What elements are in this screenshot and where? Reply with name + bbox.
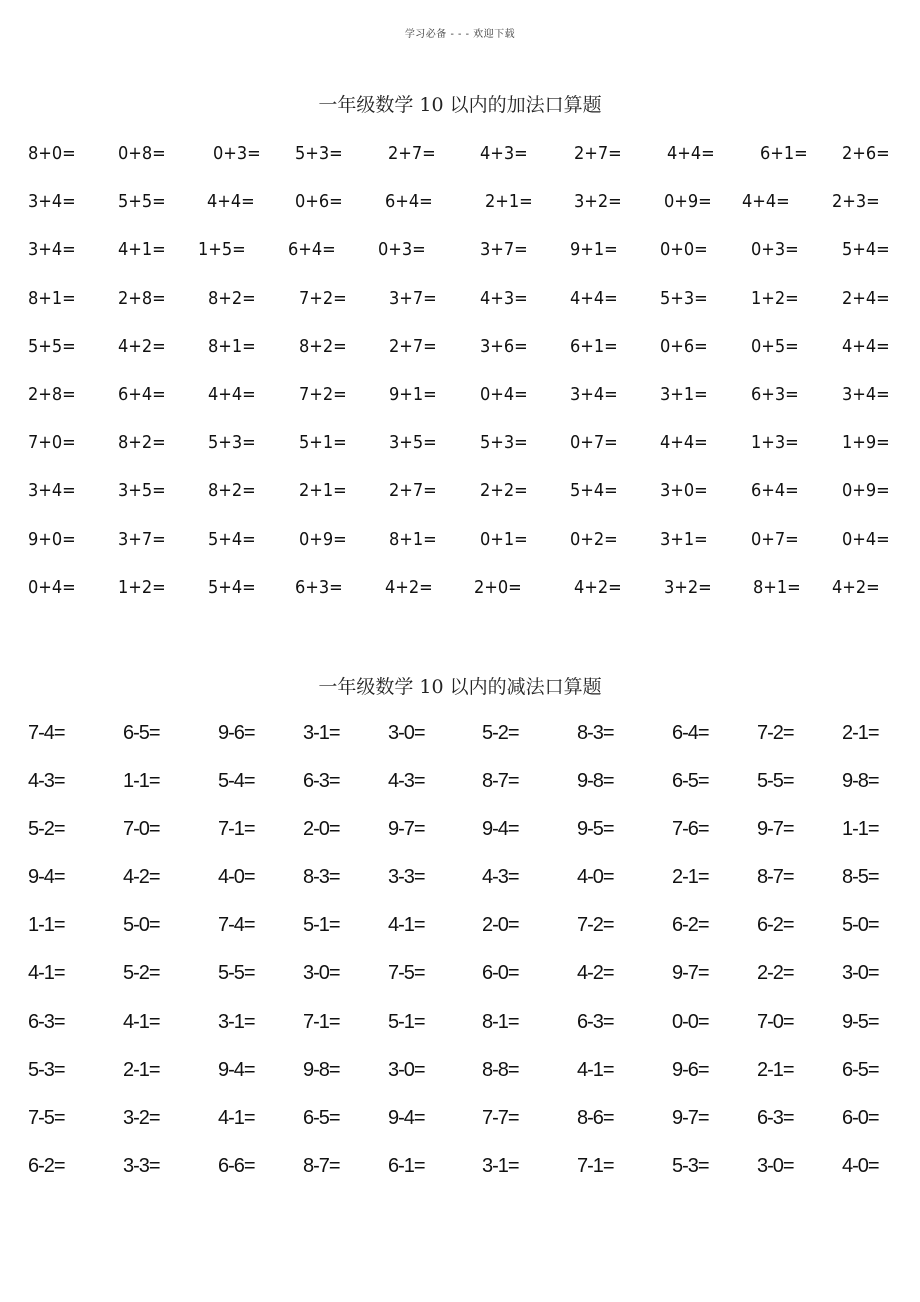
subtraction-problem-grid (0, 721, 920, 1202)
subtraction-problem: 4-1= (28, 962, 65, 985)
subtraction-problem: 7-1= (303, 1010, 340, 1033)
addition-problem: 0+4= (842, 528, 890, 550)
subtraction-problem: 7-1= (577, 1154, 614, 1177)
addition-problem: 3+2= (574, 191, 622, 213)
subtraction-problem: 3-0= (757, 1154, 794, 1177)
subtraction-problem: 6-2= (28, 1154, 65, 1177)
subtraction-problem: 9-7= (672, 1106, 709, 1129)
addition-problem: 8+1= (28, 287, 76, 309)
addition-problem: 0+6= (295, 191, 343, 213)
addition-problem: 4+4= (667, 143, 715, 164)
addition-problem-row (0, 142, 920, 190)
addition-problem: 3+4= (570, 383, 618, 405)
addition-problem: 2+7= (388, 143, 436, 164)
addition-problem: 8+2= (299, 335, 347, 357)
subtraction-problem: 7-0= (757, 1010, 794, 1033)
subtraction-problem: 6-5= (123, 722, 160, 744)
subtraction-problem: 3-1= (303, 722, 340, 744)
subtraction-problem-row (0, 1058, 920, 1106)
subtraction-problem: 6-2= (757, 914, 794, 937)
addition-problem: 5+4= (842, 239, 890, 261)
subtraction-problem: 7-7= (482, 1106, 519, 1129)
addition-problem: 3+4= (28, 191, 76, 213)
addition-problem: 5+3= (660, 287, 708, 309)
subtraction-problem: 6-0= (482, 962, 519, 985)
addition-problem: 0+9= (664, 191, 712, 213)
subtraction-problem: 5-2= (482, 722, 519, 744)
subtraction-problem: 9-6= (218, 722, 255, 744)
subtraction-problem: 5-0= (123, 914, 160, 937)
subtraction-problem: 3-0= (842, 962, 879, 985)
subtraction-problem: 1-1= (123, 770, 160, 793)
addition-problem-row (0, 576, 920, 624)
addition-problem: 0+9= (842, 480, 890, 502)
subtraction-problem: 4-0= (218, 866, 255, 889)
subtraction-problem: 6-1= (388, 1154, 425, 1177)
addition-problem: 5+3= (480, 432, 528, 454)
addition-problem-row (0, 287, 920, 335)
addition-problem: 4+4= (208, 383, 256, 405)
subtraction-problem: 4-3= (28, 770, 65, 793)
addition-problem: 3+5= (389, 432, 437, 454)
subtraction-problem: 8-7= (482, 770, 519, 793)
subtraction-problem-row (0, 1010, 920, 1058)
addition-problem: 3+1= (660, 528, 708, 550)
subtraction-problem: 5-1= (388, 1010, 425, 1033)
subtraction-problem: 8-5= (842, 866, 879, 889)
subtraction-problem: 8-3= (577, 722, 614, 744)
subtraction-problem: 6-3= (757, 1106, 794, 1129)
addition-problem-row (0, 431, 920, 479)
addition-problem: 4+2= (832, 576, 880, 598)
subtraction-problem-row (0, 769, 920, 817)
subtraction-problem: 8-8= (482, 1058, 519, 1081)
subtraction-problem-row (0, 721, 920, 769)
subtraction-problem: 9-4= (482, 818, 519, 841)
addition-problem: 6+1= (570, 335, 618, 357)
addition-problem: 0+3= (213, 143, 261, 164)
addition-problem: 2+3= (832, 191, 880, 213)
subtraction-problem: 9-5= (577, 818, 614, 841)
subtraction-problem: 3-1= (218, 1010, 255, 1033)
subtraction-problem: 6-3= (577, 1010, 614, 1033)
addition-section-title: 一年级数学 10 以内的加法口算题 (318, 94, 602, 116)
subtraction-problem: 9-8= (303, 1058, 340, 1081)
addition-problem: 1+2= (751, 287, 799, 309)
subtraction-problem: 5-4= (218, 770, 255, 793)
subtraction-problem: 3-0= (303, 962, 340, 985)
subtraction-problem: 3-3= (123, 1154, 160, 1177)
addition-problem: 0+6= (660, 335, 708, 357)
subtraction-problem: 4-0= (577, 866, 614, 889)
subtraction-problem: 9-8= (842, 770, 879, 793)
addition-problem: 0+9= (299, 528, 347, 550)
subtraction-problem: 2-2= (757, 962, 794, 985)
addition-problem: 9+0= (28, 528, 76, 550)
subtraction-problem: 0-0= (672, 1010, 709, 1033)
addition-problem: 2+8= (118, 287, 166, 309)
subtraction-problem: 2-0= (482, 914, 519, 937)
addition-problem: 0+3= (751, 239, 799, 261)
subtraction-problem: 9-8= (577, 770, 614, 793)
addition-problem: 6+4= (385, 191, 433, 213)
subtraction-problem: 4-1= (218, 1106, 255, 1129)
subtraction-problem: 7-2= (757, 722, 794, 744)
subtraction-problem: 5-3= (672, 1154, 709, 1177)
addition-problem: 6+3= (751, 383, 799, 405)
subtraction-problem: 4-0= (842, 1154, 879, 1177)
addition-problem: 3+0= (660, 480, 708, 502)
subtraction-problem: 8-7= (757, 866, 794, 889)
addition-problem-grid (0, 142, 920, 624)
addition-problem: 3+4= (28, 480, 76, 502)
subtraction-problem: 3-2= (123, 1106, 160, 1129)
addition-problem: 7+2= (299, 383, 347, 405)
addition-problem: 1+5= (198, 239, 246, 261)
subtraction-problem: 3-1= (482, 1154, 519, 1177)
subtraction-problem: 5-3= (28, 1058, 65, 1081)
addition-problem: 3+1= (660, 383, 708, 405)
subtraction-problem: 9-5= (842, 1010, 879, 1033)
subtraction-problem: 2-1= (672, 866, 709, 889)
subtraction-problem: 4-3= (482, 866, 519, 889)
addition-problem: 0+7= (751, 528, 799, 550)
addition-problem: 4+4= (842, 335, 890, 357)
addition-problem: 5+1= (299, 432, 347, 454)
addition-problem: 2+7= (574, 143, 622, 164)
subtraction-problem: 4-2= (123, 866, 160, 889)
addition-problem: 5+4= (208, 528, 256, 550)
addition-problem: 6+4= (751, 480, 799, 502)
addition-problem-row (0, 479, 920, 527)
addition-problem: 9+1= (570, 239, 618, 261)
subtraction-problem: 6-5= (303, 1106, 340, 1129)
addition-problem: 4+4= (660, 432, 708, 454)
addition-problem: 3+7= (480, 239, 528, 261)
subtraction-problem: 2-1= (123, 1058, 160, 1081)
addition-problem: 3+7= (118, 528, 166, 550)
addition-problem: 6+3= (295, 576, 343, 598)
addition-problem: 3+4= (28, 239, 76, 261)
subtraction-problem: 8-1= (482, 1010, 519, 1033)
subtraction-problem: 6-6= (218, 1154, 255, 1177)
addition-problem: 0+0= (660, 239, 708, 261)
subtraction-problem: 4-3= (388, 770, 425, 793)
addition-problem: 8+0= (28, 143, 76, 164)
subtraction-problem: 2-0= (303, 818, 340, 841)
addition-problem-row (0, 383, 920, 431)
addition-problem: 3+6= (480, 335, 528, 357)
addition-problem: 0+2= (570, 528, 618, 550)
addition-problem: 3+2= (664, 576, 712, 598)
addition-problem: 9+1= (389, 383, 437, 405)
subtraction-problem: 6-5= (672, 770, 709, 793)
addition-problem-row (0, 528, 920, 576)
addition-problem: 5+4= (570, 480, 618, 502)
addition-problem: 0+7= (570, 432, 618, 454)
subtraction-problem: 9-4= (388, 1106, 425, 1129)
addition-problem: 4+4= (570, 287, 618, 309)
subtraction-problem: 1-1= (842, 818, 879, 841)
addition-problem: 4+2= (118, 335, 166, 357)
addition-problem: 5+5= (28, 335, 76, 357)
subtraction-problem: 9-7= (757, 818, 794, 841)
subtraction-problem: 7-4= (28, 722, 65, 744)
addition-problem: 1+3= (751, 432, 799, 454)
subtraction-problem: 1-1= (28, 914, 65, 937)
subtraction-problem: 9-6= (672, 1058, 709, 1081)
subtraction-problem: 4-2= (577, 962, 614, 985)
subtraction-problem: 7-4= (218, 914, 255, 937)
subtraction-problem: 2-1= (842, 722, 879, 744)
addition-problem: 8+2= (208, 287, 256, 309)
addition-problem: 1+9= (842, 432, 890, 454)
subtraction-problem: 8-6= (577, 1106, 614, 1129)
subtraction-problem: 9-7= (388, 818, 425, 841)
subtraction-problem: 9-4= (28, 866, 65, 889)
subtraction-problem: 6-3= (28, 1010, 65, 1033)
addition-problem: 2+1= (485, 191, 533, 213)
subtraction-problem: 5-2= (28, 818, 65, 841)
addition-problem: 6+1= (760, 143, 808, 164)
addition-problem: 4+3= (480, 287, 528, 309)
subtraction-problem: 7-6= (672, 818, 709, 841)
subtraction-problem: 3-3= (388, 866, 425, 889)
addition-problem: 2+8= (28, 383, 76, 405)
subtraction-problem: 4-1= (123, 1010, 160, 1033)
addition-problem: 6+4= (118, 383, 166, 405)
subtraction-problem: 7-1= (218, 818, 255, 841)
subtraction-problem-row (0, 865, 920, 913)
addition-problem-row (0, 190, 920, 238)
subtraction-problem: 7-5= (388, 962, 425, 985)
subtraction-problem: 5-1= (303, 914, 340, 937)
subtraction-problem: 9-4= (218, 1058, 255, 1081)
subtraction-problem-row (0, 817, 920, 865)
subtraction-problem: 4-1= (388, 914, 425, 937)
addition-problem: 4+2= (574, 576, 622, 598)
addition-problem: 0+5= (751, 335, 799, 357)
addition-problem: 8+1= (208, 335, 256, 357)
addition-problem-row (0, 238, 920, 286)
addition-problem: 4+2= (385, 576, 433, 598)
page-header-note: 学习必备 - - - 欢迎下载 (404, 29, 516, 40)
subtraction-problem-row (0, 961, 920, 1009)
addition-problem: 1+2= (118, 576, 166, 598)
subtraction-problem: 2-1= (757, 1058, 794, 1081)
subtraction-problem: 8-7= (303, 1154, 340, 1177)
addition-problem: 2+0= (474, 576, 522, 598)
subtraction-problem: 7-2= (577, 914, 614, 937)
subtraction-problem: 9-7= (672, 962, 709, 985)
subtraction-problem: 5-5= (757, 770, 794, 793)
subtraction-problem: 7-0= (123, 818, 160, 841)
addition-problem: 0+8= (118, 143, 166, 164)
addition-problem: 4+4= (207, 191, 255, 213)
addition-problem: 3+5= (118, 480, 166, 502)
addition-problem: 5+3= (295, 143, 343, 164)
addition-problem: 2+2= (480, 480, 528, 502)
subtraction-problem: 6-2= (672, 914, 709, 937)
addition-problem: 7+0= (28, 432, 76, 454)
addition-problem: 3+4= (842, 383, 890, 405)
addition-problem: 2+7= (389, 480, 437, 502)
subtraction-problem: 6-4= (672, 722, 709, 744)
subtraction-problem: 7-5= (28, 1106, 65, 1129)
addition-problem: 0+1= (480, 528, 528, 550)
subtraction-problem: 6-0= (842, 1106, 879, 1129)
addition-problem: 0+4= (480, 383, 528, 405)
addition-problem: 4+1= (118, 239, 166, 261)
subtraction-problem: 3-0= (388, 1058, 425, 1081)
addition-problem: 3+7= (389, 287, 437, 309)
addition-problem: 8+1= (389, 528, 437, 550)
addition-problem: 8+2= (208, 480, 256, 502)
subtraction-problem: 8-3= (303, 866, 340, 889)
subtraction-problem-row (0, 1154, 920, 1202)
subtraction-problem: 4-1= (577, 1058, 614, 1081)
addition-problem: 8+2= (118, 432, 166, 454)
subtraction-section-title: 一年级数学 10 以内的减法口算题 (318, 676, 602, 698)
subtraction-problem: 3-0= (388, 722, 425, 744)
subtraction-problem: 5-2= (123, 962, 160, 985)
addition-problem: 4+3= (480, 143, 528, 164)
addition-problem: 2+7= (389, 335, 437, 357)
subtraction-problem: 5-0= (842, 914, 879, 937)
addition-problem: 4+4= (742, 191, 790, 213)
addition-problem: 6+4= (288, 239, 336, 261)
addition-problem: 7+2= (299, 287, 347, 309)
addition-problem: 0+3= (378, 239, 426, 261)
subtraction-problem-row (0, 913, 920, 961)
addition-problem: 2+4= (842, 287, 890, 309)
addition-problem: 5+3= (208, 432, 256, 454)
addition-problem-row (0, 335, 920, 383)
addition-problem: 2+6= (842, 143, 890, 164)
addition-problem: 2+1= (299, 480, 347, 502)
addition-problem: 5+5= (118, 191, 166, 213)
subtraction-problem: 5-5= (218, 962, 255, 985)
addition-problem: 5+4= (208, 576, 256, 598)
subtraction-problem: 6-5= (842, 1058, 879, 1081)
addition-problem: 8+1= (753, 576, 801, 598)
addition-problem: 0+4= (28, 576, 76, 598)
subtraction-problem-row (0, 1106, 920, 1154)
subtraction-problem: 6-3= (303, 770, 340, 793)
